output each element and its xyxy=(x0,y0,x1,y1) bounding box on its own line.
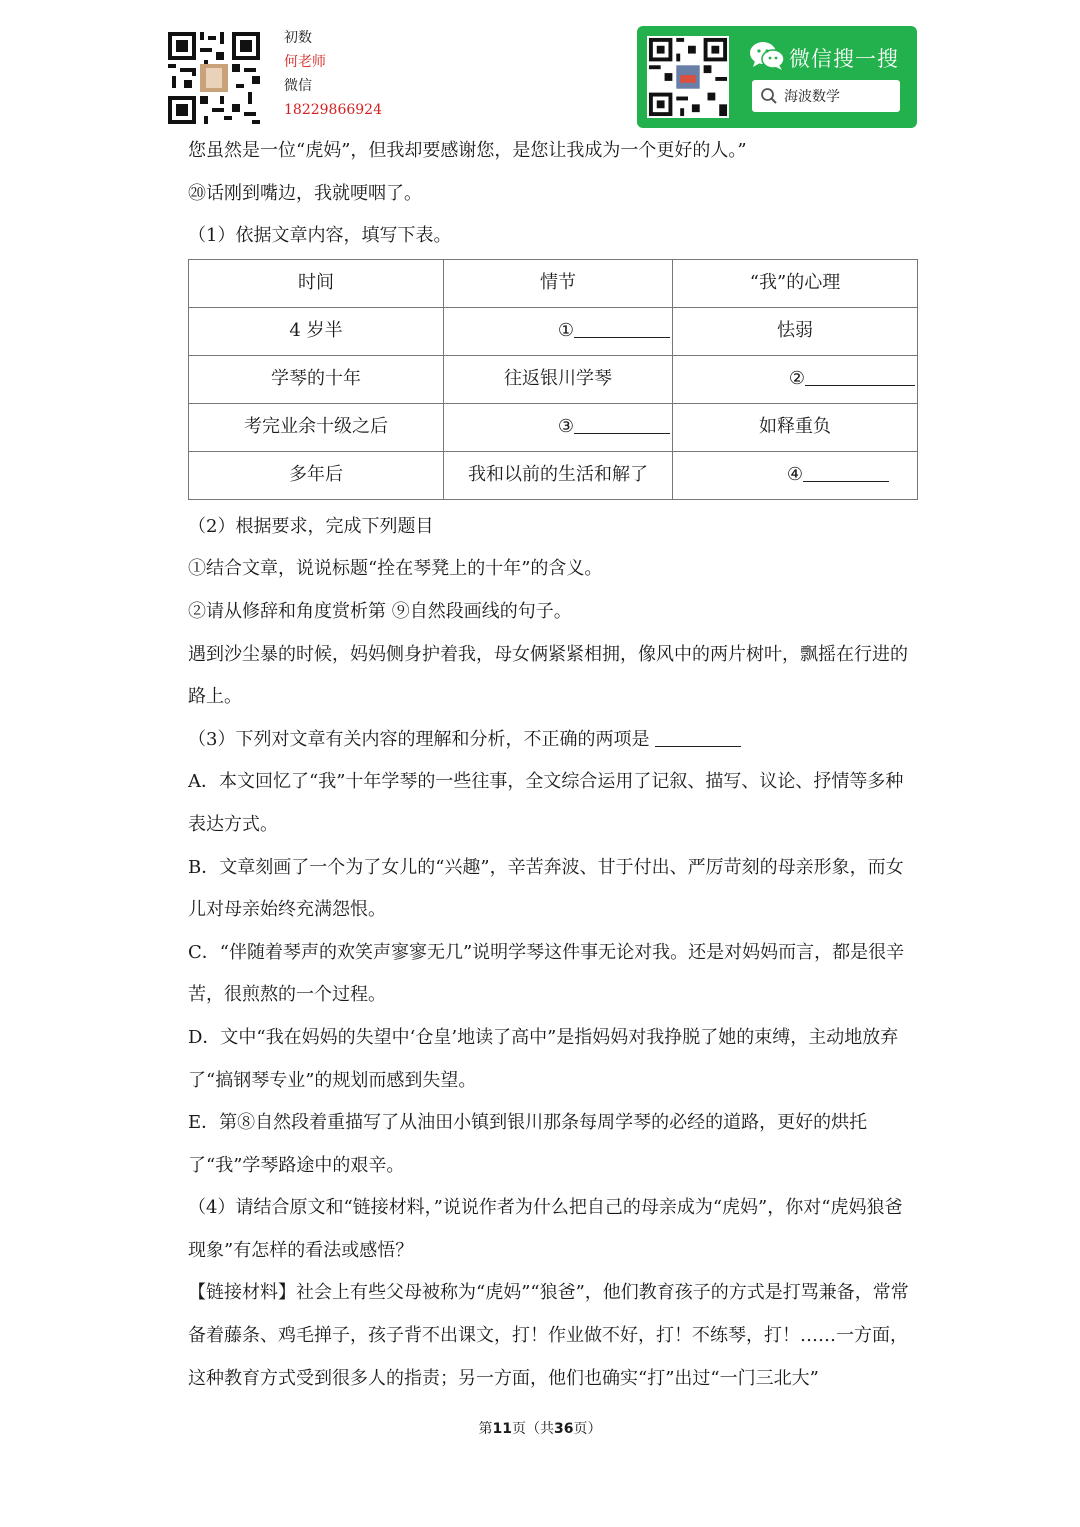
option-b: B．文章刻画了一个为了女儿的“兴趣”，辛苦奔波、甘于付出、严厉苛刻的母亲形象，而女儿对母亲始终充满怨恨。 xyxy=(188,856,904,921)
teacher-wechat-label: 微信 xyxy=(284,78,312,94)
table-cell: 往返银川学琴 xyxy=(444,355,673,403)
option-c: C．“伴随着琴声的欢笑声寥寥无几”说明学琴这件事无论对我。还是对妈妈而言，都是很辛苦，很煎熬的一个过程。 xyxy=(188,941,905,1006)
table-header-cell: 情节 xyxy=(444,259,673,307)
wechat-search-card[interactable] xyxy=(637,26,917,128)
question-2-quote: 遇到沙尘暴的时候，妈妈侧身护着我，母女俩紧紧相拥，像风中的两片树叶，飘摇在行进的路上。 xyxy=(188,643,908,708)
table-row xyxy=(189,307,918,355)
footer-middle: 页（共 xyxy=(512,1421,554,1437)
link-material: 【链接材料】社会上有些父母被称为“虎妈”“狼爸”，他们教育孩子的方式是打骂兼备，常常备着藤条、鸡毛掸子，孩子背不出课文，打！作业做不好，打！不练琴，打！……一方面，这种教育方式受到很多人的指责；另一方面，他们也确实“打”出过“一门三北大” xyxy=(188,1282,909,1389)
table-cell: 如释重负 xyxy=(673,403,918,451)
answer-table xyxy=(188,259,918,500)
search-icon xyxy=(760,87,778,105)
table-header-cell: “我”的心理 xyxy=(673,259,918,307)
question-4: （4）请结合原文和“链接材料，”说说作者为什么把自己的母亲成为“虎妈”，你对“虎妈狼爸现象”有怎样的看法或感悟？ xyxy=(188,1197,903,1261)
footer-suffix: 页） xyxy=(573,1421,602,1437)
table-cell: 怯弱 xyxy=(673,307,918,355)
blank-line xyxy=(805,365,915,386)
blank-marker: ① xyxy=(557,319,574,341)
wechat-search-box[interactable] xyxy=(752,80,900,112)
wechat-search-title: 微信搜一搜 xyxy=(789,47,899,71)
qr-code-teacher xyxy=(168,32,260,124)
option-e: E．第⑧自然段着重描写了从油田小镇到银川那条每周学琴的必经的道路，更好的烘托了“我”学琴路途中的艰辛。 xyxy=(188,1112,868,1176)
paragraph-quote-end: 您虽然是一位“虎妈”，但我却要感谢您，是您让我成为一个更好的人。” xyxy=(188,140,747,161)
footer-prefix: 第 xyxy=(478,1421,493,1437)
answer-blank[interactable] xyxy=(655,726,741,747)
blank-marker: ② xyxy=(788,367,805,389)
teacher-contact xyxy=(284,26,382,122)
teacher-subject: 初数 xyxy=(284,30,312,46)
page-number: 11 xyxy=(492,1421,512,1437)
blank-line xyxy=(574,317,670,338)
wechat-logo-icon xyxy=(749,40,785,72)
table-header-row xyxy=(189,259,918,307)
blank-marker: ③ xyxy=(557,415,574,437)
table-header-cell: 时间 xyxy=(189,259,444,307)
table-cell: 我和以前的生活和解了 xyxy=(444,451,673,499)
table-cell: 学琴的十年 xyxy=(189,355,444,403)
table-cell-blank[interactable] xyxy=(444,307,673,355)
table-cell: 4 岁半 xyxy=(189,307,444,355)
table-cell: 多年后 xyxy=(189,451,444,499)
blank-line xyxy=(574,413,670,434)
question-1: （1）依据文章内容，填写下表。 xyxy=(188,225,452,247)
option-a: A．本文回忆了“我”十年学琴的一些往事，全文综合运用了记叙、描写、议论、抒情等多种表达方式。 xyxy=(188,771,904,835)
teacher-name: 何老师 xyxy=(284,54,326,70)
table-row xyxy=(189,403,918,451)
teacher-phone: 18229866924 xyxy=(284,102,382,118)
question-2-part-1: ①结合文章，说说标题“拴在琴凳上的十年”的含义。 xyxy=(188,558,603,580)
table-cell: 考完业余十级之后 xyxy=(189,403,444,451)
option-d: D．文中“我在妈妈的失望中‘仓皇’地读了高中”是指妈妈对我挣脱了她的束缚，主动地放弃了“搞钢琴专业”的规划而感到失望。 xyxy=(188,1026,899,1091)
page-footer xyxy=(0,1418,1080,1438)
table-row xyxy=(189,355,918,403)
document-body xyxy=(188,130,918,1400)
question-2: （2）根据要求，完成下列题目 xyxy=(188,515,434,537)
page-total: 36 xyxy=(554,1421,574,1437)
table-cell-blank[interactable] xyxy=(673,451,918,499)
question-3-text: （3）下列对文章有关内容的理解和分析，不正确的两项是 xyxy=(188,728,656,750)
question-3 xyxy=(188,719,918,762)
wechat-search-text: 海波数学 xyxy=(784,89,840,105)
table-cell-blank[interactable] xyxy=(444,403,673,451)
paragraph-20: ⑳话刚到嘴边，我就哽咽了。 xyxy=(188,182,422,204)
table-row xyxy=(189,451,918,499)
blank-marker: ④ xyxy=(786,463,803,485)
blank-line xyxy=(803,461,889,482)
question-2-part-2: ②请从修辞和角度赏析第 ⑨自然段画线的句子。 xyxy=(188,600,572,622)
table-cell-blank[interactable] xyxy=(673,355,918,403)
qr-code-wechat xyxy=(647,36,729,118)
